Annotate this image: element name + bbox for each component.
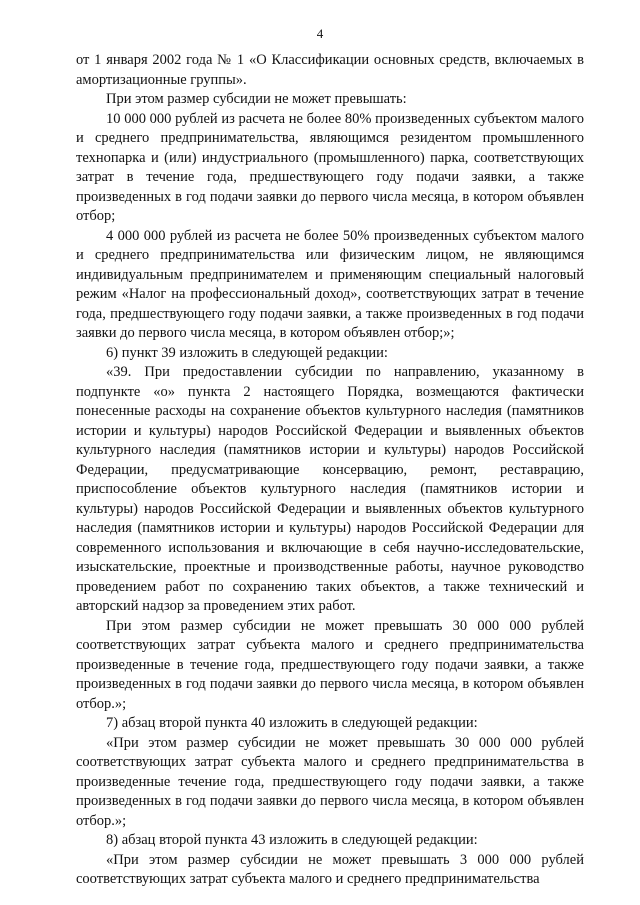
paragraph: «39. При предоставлении субсидии по направлению, указанному в подпункте «о» пункта 2 настоящего Порядка, возмещаются фактически понесенные расходы на сохранение объектов культурного наследия (памятников истории и культуры) народов Российской Федерации и выявленных объектов культурного наследия (памятников истории и культуры) народов Российской Федерации, предусматривающие консервацию, ремонт, реставрацию, приспособление объектов культурного наследия (памятников истории и культуры) народов Российской Федерации и выявленных объектов культурного наследия (памятников истории и культуры) народов Российской Федерации для современного использования и включающие в себя научно-исследовательские, изыскательские, проектные и производственные работы, научное руководство проведением работ по сохранению таких объектов, а также технический и авторский надзор за проведением этих работ.: [76, 364, 584, 614]
paragraph: При этом размер субсидии не может превышать 30 000 000 рублей соответствующих затрат субъекта малого и среднего предпринимательства произведенные в течение года, предшествующего году подачи заявки, а также произведенных в год подачи заявки до первого числа месяца, в котором объявлен отбор.»;: [76, 617, 584, 712]
paragraph: 7) абзац второй пункта 40 изложить в следующей редакции:: [106, 715, 478, 731]
paragraph: «При этом размер субсидии не может превышать 3 000 000 рублей соответствующих затрат субъекта малого и среднего предпринимательства: [76, 851, 584, 887]
document-body: [76, 51, 584, 890]
paragraph: 8) абзац второй пункта 43 изложить в следующей редакции:: [106, 832, 478, 848]
page-number: 4: [316, 26, 324, 41]
paragraph: 6) пункт 39 изложить в следующей редакции:: [106, 344, 388, 361]
paragraph: 4 000 000 рублей из расчета не более 50% произведенных субъектом малого и среднего предпринимательства или физическим лицом, не являющимся индивидуальным предпринимателем и применяющим специальный налоговый режим «Налог на профессиональный доход», соответствующих затрат в течение года, предшествующего году подачи заявки, а также произведенных в год подачи заявки до первого числа месяца, в котором объявлен отбор;»;: [76, 227, 584, 341]
paragraph: 10 000 000 рублей из расчета не более 80% произведенных субъектом малого и среднего предпринимательства, являющимся резидентом промышленного технопарка и (или) индустриального (промышленного) парка, соответствующих затрат в течение года, предшествующего году подачи заявки, а также произведенных в год подачи заявки до первого числа месяца, в котором объявлен отбор;: [76, 110, 584, 224]
paragraph: При этом размер субсидии не может превышать:: [106, 91, 407, 107]
paragraph: «При этом размер субсидии не может превышать 30 000 000 рублей соответствующих затрат субъекта малого и среднего предпринимательства в произведенные течение года, предшествующего году подачи заявки, а также произведенных в год подачи заявки до первого числа месяца, в котором объявлен отбор.»;: [76, 734, 584, 829]
paragraph: от 1 января 2002 года № 1 «О Классификации основных средств, включаемых в амортизационные группы».: [76, 52, 584, 88]
